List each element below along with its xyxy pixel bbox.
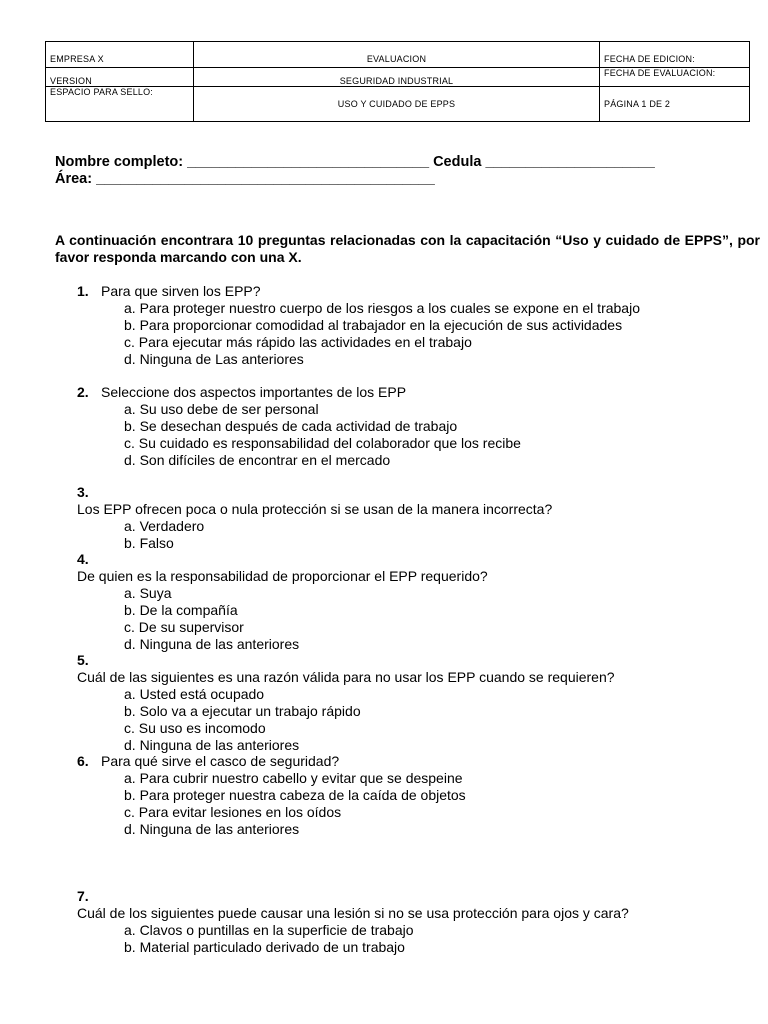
- question-2: [77, 384, 521, 469]
- answer-option[interactable]: b. Solo va a ejecutar un trabajo rápido: [124, 703, 361, 719]
- answer-option[interactable]: c. De su supervisor: [124, 619, 244, 635]
- answer-option[interactable]: b. Material particulado derivado de un trabajo: [124, 939, 405, 955]
- answer-option[interactable]: a. Clavos o puntillas en la superficie de trabajo: [124, 922, 414, 938]
- question-1: [77, 283, 640, 368]
- answer-option[interactable]: c. Su uso es incomodo: [124, 720, 266, 736]
- question-3: [77, 484, 552, 552]
- header-edition-date: FECHA DE EDICION:: [604, 54, 695, 64]
- header-stamp-space: ESPACIO PARA SELLO:: [50, 87, 154, 97]
- question-number: 4.: [77, 551, 89, 567]
- header-area-cell: [194, 68, 600, 87]
- answer-option[interactable]: b. Para proteger nuestra cabeza de la caída de objetos: [124, 787, 466, 803]
- answer-option[interactable]: d. Son difíciles de encontrar en el mercado: [124, 452, 391, 468]
- header-evaluation-cell: [194, 42, 600, 68]
- header-edition-date-cell: [600, 42, 750, 68]
- question-text: Para que sirven los EPP?: [101, 283, 261, 299]
- name-field[interactable]: Nombre completo: ______________________________ Cedula _____________________: [55, 154, 655, 170]
- answer-option[interactable]: a. Su uso debe de ser personal: [124, 401, 319, 417]
- question-text: Cuál de los siguientes puede causar una lesión si no se usa protección para ojos y cara?: [77, 905, 629, 921]
- answer-option[interactable]: a. Verdadero: [124, 518, 205, 534]
- question-5: [77, 652, 615, 754]
- question-number: 5.: [77, 652, 89, 668]
- question-text: Seleccione dos aspectos importantes de los EPP: [101, 384, 407, 400]
- header-topic: USO Y CUIDADO DE EPPS: [337, 99, 456, 109]
- header-page-cell: [600, 87, 750, 122]
- answer-option[interactable]: d. Ninguna de las anteriores: [124, 737, 300, 753]
- question-number: 1.: [77, 283, 89, 299]
- header-company: EMPRESA X: [50, 54, 104, 64]
- answer-option[interactable]: c. Para ejecutar más rápido las actividades en el trabajo: [124, 334, 472, 350]
- header-page: PÁGINA 1 DE 2: [604, 99, 671, 109]
- header-evaluation-date-cell: [600, 68, 750, 87]
- area-field[interactable]: Área: __________________________________________: [55, 171, 435, 187]
- question-text: Para qué sirve el casco de seguridad?: [101, 753, 340, 769]
- answer-option[interactable]: b. Para proporcionar comodidad al trabajador en la ejecución de sus actividades: [124, 317, 623, 333]
- question-text: De quien es la responsabilidad de proporcionar el EPP requerido?: [77, 568, 488, 584]
- answer-option[interactable]: d. Ninguna de Las anteriores: [124, 351, 304, 367]
- question-number: 7.: [77, 888, 89, 904]
- header-company-cell: [46, 42, 194, 68]
- question-number: 3.: [77, 484, 89, 500]
- question-7: [77, 888, 629, 956]
- personal-info-fields: [55, 154, 655, 188]
- header-area: SEGURIDAD INDUSTRIAL: [339, 76, 454, 86]
- header-stamp-cell: [46, 87, 194, 122]
- question-number: 2.: [77, 384, 89, 400]
- answer-option[interactable]: b. Se desechan después de cada actividad de trabajo: [124, 418, 458, 434]
- answer-option[interactable]: a. Para cubrir nuestro cabello y evitar que se despeine: [124, 770, 463, 786]
- answer-option[interactable]: b. De la compañía: [124, 602, 238, 618]
- answer-option[interactable]: b. Falso: [124, 535, 174, 551]
- answer-option[interactable]: c. Su cuidado es responsabilidad del colaborador que los recibe: [124, 435, 521, 451]
- question-number: 6.: [77, 753, 89, 769]
- answer-option[interactable]: a. Suya: [124, 585, 172, 601]
- header-version: VERSION: [50, 76, 92, 86]
- answer-option[interactable]: c. Para evitar lesiones en los oídos: [124, 804, 342, 820]
- question-text: Cuál de las siguientes es una razón válida para no usar los EPP cuando se requieren?: [77, 669, 615, 685]
- answer-option[interactable]: a. Para proteger nuestro cuerpo de los riesgos a los cuales se expone en el trabajo: [124, 300, 640, 316]
- answer-option[interactable]: d. Ninguna de las anteriores: [124, 636, 300, 652]
- question-6: [77, 753, 466, 838]
- answer-option[interactable]: d. Ninguna de las anteriores: [124, 821, 300, 837]
- question-4: [77, 551, 488, 653]
- header-version-cell: [46, 68, 194, 87]
- header-evaluation: EVALUACION: [366, 54, 427, 64]
- answer-option[interactable]: a. Usted está ocupado: [124, 686, 265, 702]
- question-text: Los EPP ofrecen poca o nula protección si se usan de la manera incorrecta?: [77, 501, 553, 517]
- header-topic-cell: [194, 87, 600, 122]
- instructions-paragraph: A continuación encontrara 10 preguntas relacionadas con la capacitación “Uso y cuidado de EPPS”, por favor responda marcando con una X.: [55, 232, 760, 265]
- document-header-table: [45, 41, 750, 122]
- header-evaluation-date: FECHA DE EVALUACION:: [604, 68, 716, 78]
